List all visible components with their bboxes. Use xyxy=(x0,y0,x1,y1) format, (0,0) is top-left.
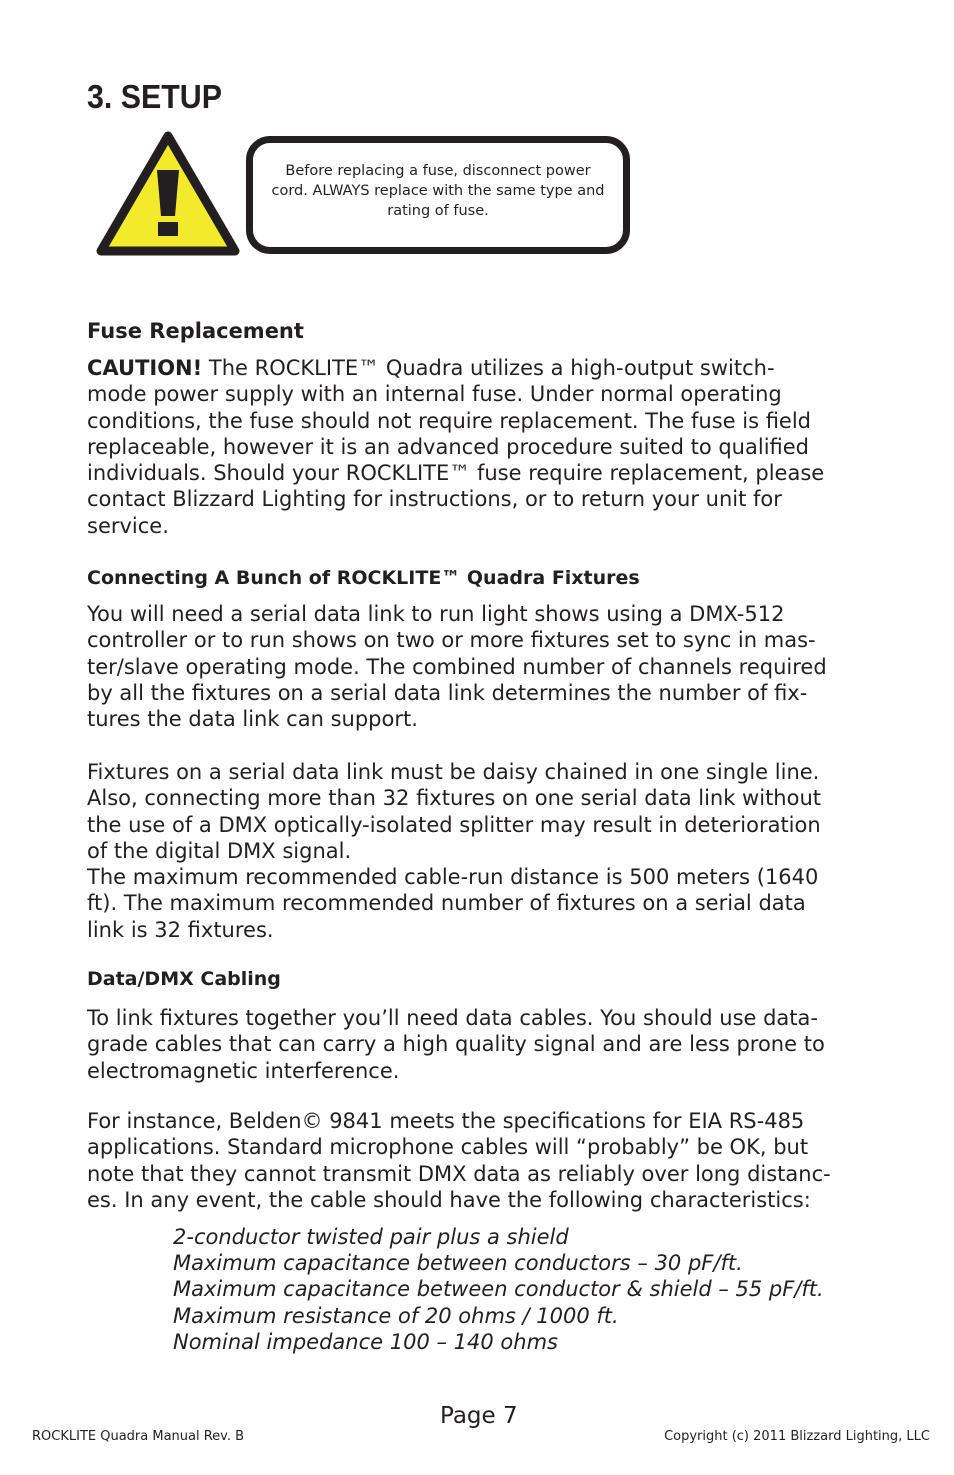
cable-spec-item: Maximum capacitance between conductor & shield – 55 pF/ft. xyxy=(173,1277,824,1302)
warning-text: Before replacing a fuse, disconnect power cord. ALWAYS replace with the same type and rating of fuse. xyxy=(271,163,605,219)
cabling-line: To link fixtures together you’ll need data cables. You should use data- xyxy=(87,1006,818,1030)
cabling-line: For instance, Belden© 9841 meets the specifications for EIA RS-485 xyxy=(87,1109,805,1133)
cabling-line: electromagnetic interference. xyxy=(87,1058,400,1083)
connecting-line: The maximum recommended cable-run distance is 500 meters (1640 xyxy=(87,865,819,890)
connecting-line: the use of a DMX optically-isolated splitter may result in deterioration xyxy=(87,812,821,837)
cable-spec-item: Maximum capacitance between conductors – 30 pF/ft. xyxy=(173,1251,743,1276)
cabling-line: applications. Standard microphone cables will “probably” be OK, but xyxy=(87,1135,809,1160)
connecting-line: controller or to run shows on two or more fixtures set to sync in mas- xyxy=(87,628,816,653)
fuse-line-1 xyxy=(87,355,887,381)
page-title: 3. SETUP xyxy=(87,78,222,115)
page-number: Page 7 xyxy=(440,1403,518,1429)
footer-copyright: Copyright (c) 2011 Blizzard Lighting, LLC xyxy=(664,1429,930,1444)
caution-label: CAUTION! xyxy=(87,356,203,380)
connecting-line: by all the fixtures on a serial data link determines the number of fix- xyxy=(87,680,808,705)
cable-spec-list xyxy=(173,1224,824,1355)
cabling-line: note that they cannot transmit DMX data as reliably over long distanc- xyxy=(87,1161,831,1186)
connecting-line: You will need a serial data link to run light shows using a DMX-512 xyxy=(87,602,785,626)
fuse-heading: Fuse Replacement xyxy=(87,319,304,343)
cabling-paragraph-2 xyxy=(87,1108,887,1213)
fuse-line: service. xyxy=(87,513,169,538)
connecting-line: link is 32 fixtures. xyxy=(87,917,274,942)
connecting-heading: Connecting A Bunch of ROCKLITE™ Quadra Fixtures xyxy=(87,567,640,589)
fuse-line: replaceable, however it is an advanced procedure suited to qualified xyxy=(87,434,810,459)
fuse-paragraph xyxy=(87,355,887,539)
connecting-line: Fixtures on a serial data link must be daisy chained in one single line. xyxy=(87,760,820,784)
fuse-line: contact Blizzard Lighting for instructions, or to return your unit for xyxy=(87,487,782,512)
connecting-line: ft). The maximum recommended number of fixtures on a serial data xyxy=(87,891,806,916)
cabling-paragraph-1 xyxy=(87,1005,887,1084)
connecting-line: ter/slave operating mode. The combined number of channels required xyxy=(87,654,827,679)
fuse-line: individuals. Should your ROCKLITE™ fuse require replacement, please xyxy=(87,461,825,486)
cable-spec-item: 2-conductor twisted pair plus a shield xyxy=(173,1225,569,1249)
cable-spec-item: Nominal impedance 100 – 140 ohms xyxy=(173,1329,558,1354)
warning-triangle-icon xyxy=(96,130,240,258)
connecting-paragraph-1 xyxy=(87,601,887,732)
connecting-line: tures the data link can support. xyxy=(87,707,418,732)
cabling-line: es. In any event, the cable should have the following characteristics: xyxy=(87,1187,811,1212)
fuse-line: conditions, the fuse should not require replacement. The fuse is field xyxy=(87,408,812,433)
connecting-paragraph-2 xyxy=(87,759,887,943)
cable-spec-item: Maximum resistance of 20 ohms / 1000 ft. xyxy=(173,1303,619,1328)
connecting-line: Also, connecting more than 32 fixtures on one serial data link without xyxy=(87,786,822,811)
fuse-line: mode power supply with an internal fuse. Under normal operating xyxy=(87,382,782,407)
fuse-line-1-text: The ROCKLITE™ Quadra utilizes a high-output switch- xyxy=(202,356,775,380)
footer-manual-title: ROCKLITE Quadra Manual Rev. B xyxy=(32,1429,245,1444)
connecting-line: of the digital DMX signal. xyxy=(87,838,352,863)
cabling-line: grade cables that can carry a high quality signal and are less prone to xyxy=(87,1032,825,1057)
cabling-heading: Data/DMX Cabling xyxy=(87,968,281,990)
warning-callout xyxy=(246,136,630,254)
